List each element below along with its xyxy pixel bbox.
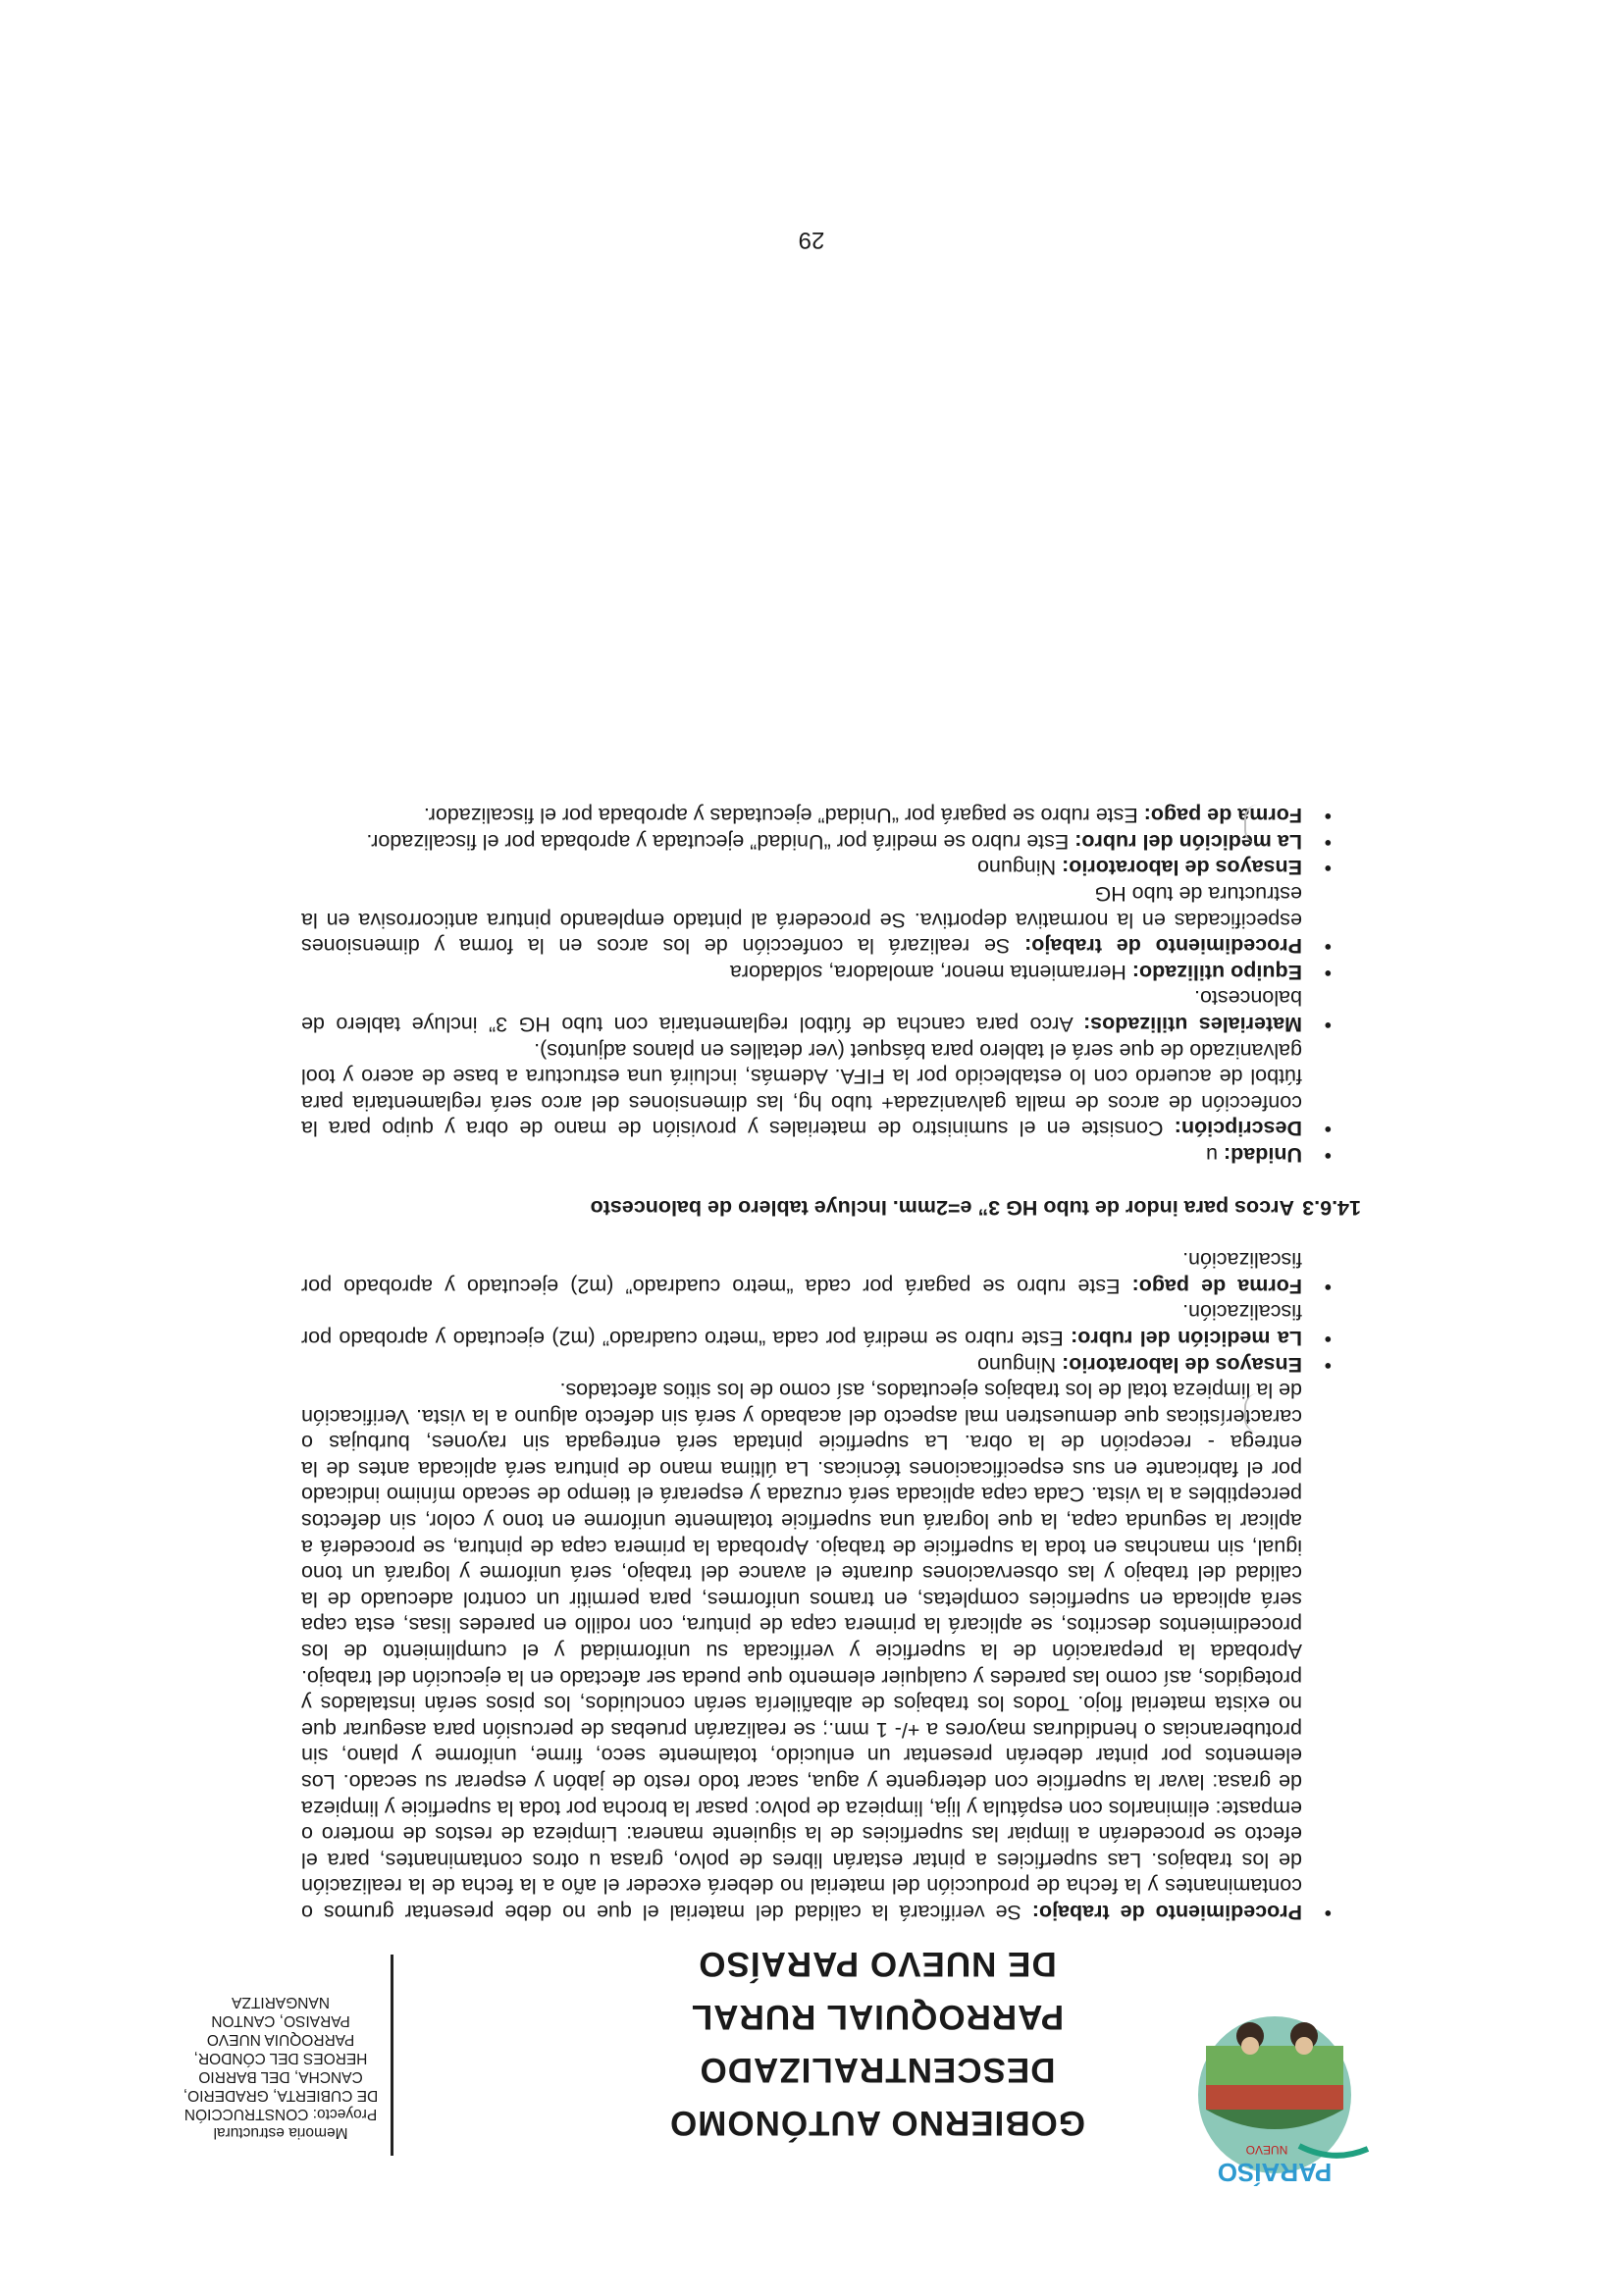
bullet: • bbox=[1324, 1275, 1332, 1298]
bullet: • bbox=[1324, 830, 1332, 854]
item-label: La medición del rubro: bbox=[1071, 1326, 1302, 1350]
project-line: Memoria estructural bbox=[213, 2124, 348, 2141]
project-line: PARAISO, CANTON bbox=[211, 2012, 350, 2029]
list-item bbox=[301, 1378, 1332, 1925]
item-text: Herramienta menor, amoladora, soldadora bbox=[729, 960, 1132, 984]
project-line: Proyecto: CONSTRUCCIÓN bbox=[183, 2106, 378, 2122]
project-line: CANCHA, DEL BARRIO bbox=[198, 2068, 363, 2085]
list-item bbox=[301, 855, 1332, 881]
item-text: Se realizará la confección de los arcos en la forma y dimensiones especificadas en la normativa deportiva. Se procederá al pintado empleando pintura anticorrosiva en la estructura de tubo HG bbox=[301, 882, 1302, 959]
parish-logo bbox=[1177, 2007, 1373, 2203]
item-label: Materiales utilizados: bbox=[1083, 1013, 1302, 1036]
project-line: HEROES DEL CÓNDOR, bbox=[193, 2050, 368, 2066]
list-item bbox=[301, 828, 1332, 855]
section-title: Arcos para indor de tubo HG 3” e=2mm. Incluye tablero de baloncesto bbox=[590, 1195, 1294, 1220]
item-text: Arco para cancha de fútbol reglamentaria con tubo HG 3” incluye tablero de baloncesto. bbox=[301, 986, 1302, 1036]
item-label: Procedimiento de trabajo: bbox=[1031, 1901, 1302, 1924]
bullet: • bbox=[1324, 961, 1332, 984]
institution-title bbox=[593, 1937, 1162, 2149]
item-text: Ninguno bbox=[977, 1352, 1063, 1377]
list-item bbox=[301, 1141, 1332, 1168]
bullet: • bbox=[1324, 1014, 1332, 1036]
item-label: Equipo utilizado: bbox=[1131, 960, 1302, 984]
project-info bbox=[183, 1993, 379, 2142]
item-label: Forma de pago: bbox=[1131, 1274, 1302, 1298]
item-text: Consiste en el suministro de materiales y provisión de mano de obra y quipo para la confección de arcos de malla galvanizada+ tubo hg, las dimensiones del arco será reglamentaria para fútbol de acuerdo con lo establecido por la FIFA. Además, incluirá una estructura a base de acero y tool galvanizado de que será el tablero para básquet (ver detalles en planos adjuntos). bbox=[301, 1038, 1302, 1141]
project-line: PARROQUIA NUEVO bbox=[206, 2031, 355, 2048]
title-line-2: DESCENTRALIZADO PARROQUIAL RURAL bbox=[690, 1998, 1065, 2089]
title-line-1: GOBIERNO AUTÓNOMO bbox=[668, 2104, 1086, 2142]
item-text: u bbox=[1206, 1142, 1224, 1167]
item-text: Ninguno bbox=[977, 856, 1063, 880]
document-body bbox=[300, 803, 1361, 1925]
project-line: NANGARITZA bbox=[232, 1994, 330, 2010]
item-label: Unidad: bbox=[1223, 1142, 1302, 1167]
page-number: 29 bbox=[798, 227, 825, 253]
section-number: 14.6.3 bbox=[1302, 1195, 1361, 1220]
item-text: Este rubro se pagará por cada “metro cuadrado” (m2) ejecutado y aprobado por fiscalización. bbox=[300, 1248, 1302, 1298]
list-item bbox=[301, 959, 1332, 985]
logo-subtext: NUEVO bbox=[1245, 2143, 1288, 2157]
bullet: • bbox=[1324, 1143, 1332, 1167]
title-line-3: DE NUEVO PARAÍSO bbox=[698, 1945, 1057, 1983]
item-text: Este rubro se medirá por cada “metro cuadrado” (m2) ejecutado y aprobado por fiscalización. bbox=[301, 1300, 1302, 1350]
item-label: La medición del rubro: bbox=[1074, 829, 1302, 854]
item-text: Este rubro se medirá por “Unidad” ejecutada y aprobada por el fiscalizador. bbox=[366, 829, 1075, 854]
bullet: • bbox=[1324, 1353, 1332, 1377]
list-item bbox=[301, 803, 1332, 829]
project-line: DE CUBIERTA, GRADERIO, bbox=[183, 2087, 379, 2104]
bullet: • bbox=[1324, 1902, 1332, 1924]
item-label: Descripción: bbox=[1174, 1117, 1302, 1141]
item-label: Procedimiento de trabajo: bbox=[1024, 934, 1302, 959]
item-label: Ensayos de laboratorio: bbox=[1062, 856, 1302, 880]
bullet: • bbox=[1324, 805, 1332, 828]
binder-hole-mark bbox=[1244, 1393, 1258, 1433]
section-heading bbox=[301, 1194, 1361, 1221]
item-label: Forma de pago: bbox=[1143, 804, 1302, 828]
list-item bbox=[301, 1351, 1332, 1378]
bullet: • bbox=[1324, 857, 1332, 880]
bullet: • bbox=[1324, 935, 1332, 959]
list-item bbox=[301, 985, 1332, 1037]
list-item bbox=[301, 880, 1332, 959]
bullet: • bbox=[1324, 1118, 1332, 1141]
bullet: • bbox=[1324, 1327, 1332, 1350]
item-text: Este rubro se pagará por “Unidad” ejecutadas y aprobada por el fiscalizador. bbox=[423, 804, 1144, 828]
list-item bbox=[301, 1037, 1332, 1141]
item-label: Ensayos de laboratorio: bbox=[1062, 1352, 1302, 1377]
logo-text: PARAÍSO bbox=[1217, 2158, 1333, 2187]
header-divider bbox=[391, 1955, 393, 2156]
page-header bbox=[0, 1945, 1623, 2296]
binder-hole-mark bbox=[1244, 805, 1258, 844]
item-text: Se verificará la calidad del material el que no debe presentar grumos o contaminantes y la fecha de producción del material no deberá exceder el año a la fecha de la realización de los trabajos. Las superficies a pintar estarán libres de polvo, grasa u otros contaminantes, para el efecto se procederán a limpiar las superficies de la siguiente manera: Limpieza de restos de mortero o empaste: eliminarlos con espátula y lija, limpieza de polvo: pasar la brocha por toda la superficie y limpieza de grasa: lavar la superficie con detergente y agua, sacar todo resto de jabón y esperar su secado. Los elementos por pintar deberán presentar un enlucido, totalmente seco, firme, uniforme y plano, sin protuberancias o hendiduras mayores a +/- 1 mm.; se realizarán pruebas de percusión para asegurar que no exista material flojo. Todos los trabajos de albañilería serán concluidos, los pisos serán instalados y protegidos, así como las paredes y cualquier elemento que pueda ser afectado en la ejecución del trabajo. Aprobada la preparación de la superficie y verificada su uniformidad y el cumplimiento de los procedimientos descritos, se aplicará la primera capa de pintura, con rodillo en paredes lisas, esta capa será aplicada en superficies completas, en tramos uniformes, para permitir un control adecuado de la calidad del trabajo y las observaciones durante el avance del trabajo, será uniforme y logrará un tono igual, sin manchas en toda la superficie de trabajo. Aprobada la primera capa de pintura, se procederá a aplicar la segunda capa, la que logrará una superficie totalmente uniforme en tono y color, sin defectos perceptibles a la vista. Cada capa aplicada será cruzada y esperará el tiempo de secado mínimo indicado por el fabricante en sus especificaciones técnicas. La última mano de pintura será aplicada antes de la entrega - recepción de la obra. La superficie pintada será entregada sin rayones, burbujas o características que demuestren mal aspecto del acabado y será sin defecto alguno a la vista. Verificación de la limpieza total de los trabajos ejecutados, así como de los sitios afectados. bbox=[301, 1379, 1302, 1924]
list-item bbox=[301, 1299, 1332, 1351]
list-item bbox=[301, 1247, 1332, 1299]
